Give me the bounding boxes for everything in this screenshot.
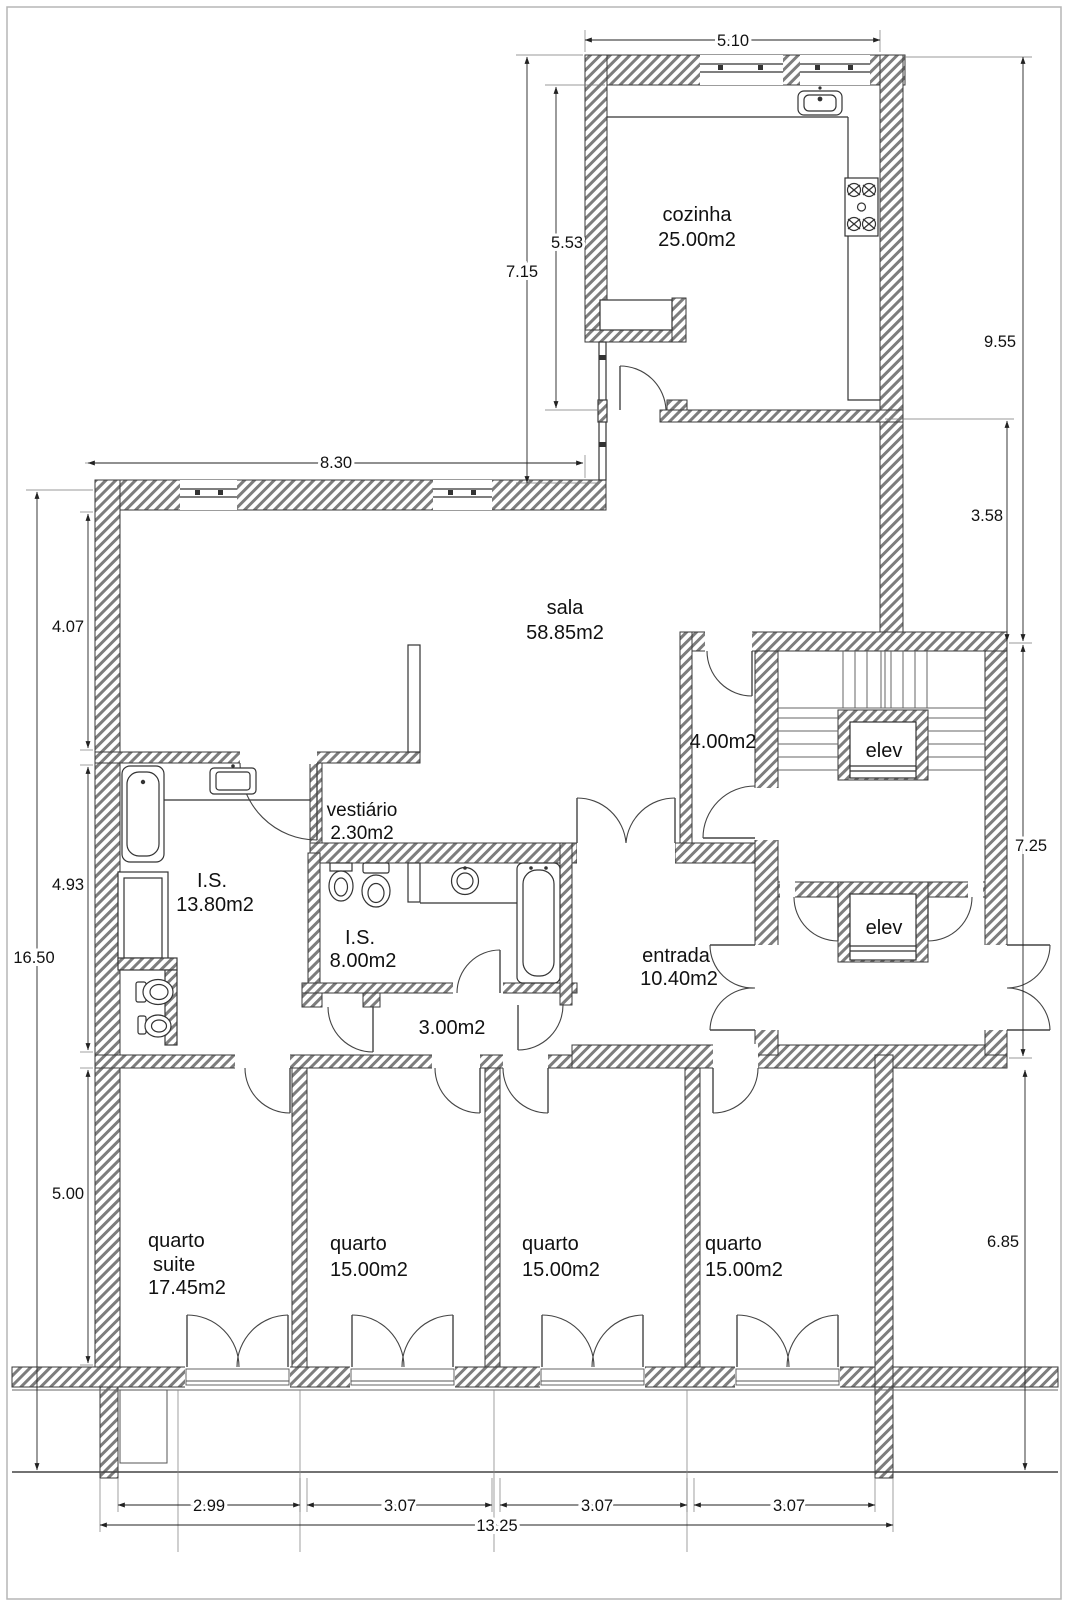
room-area-is-main: 8.00m2 <box>329 950 397 972</box>
window-kitchen-2 <box>800 55 870 85</box>
dim-left-bedrooms: 5.00 <box>51 1185 85 1203</box>
room-label-quarto-2: quarto <box>330 1233 387 1255</box>
room-area-is-suite: 13.80m2 <box>176 894 254 916</box>
dim-bottom-q2: 3.07 <box>383 1497 417 1515</box>
sala-chimney-partition <box>408 645 420 752</box>
wall-vestiario-bottom <box>310 843 577 863</box>
dim-bottom-total: 13.25 <box>476 1517 518 1535</box>
dim-left-total: 16.50 <box>13 949 55 967</box>
wall-right-lower <box>875 1055 893 1387</box>
wall-hall-stub-2 <box>363 993 380 1007</box>
wall-entrada-left <box>560 843 572 1005</box>
room-area-quarto-2: 15.00m2 <box>330 1259 408 1281</box>
dim-top-width: 5.10 <box>716 32 750 50</box>
kitchen-fixtures <box>607 86 880 400</box>
room-area-quarto-suite: 17.45m2 <box>148 1277 226 1299</box>
wall-lobby-bottom <box>572 1045 1007 1068</box>
dim-right-core: 7.25 <box>1014 837 1048 855</box>
toilet-suite <box>136 980 173 1005</box>
wall-kitchen-notch <box>667 400 687 410</box>
room-label-entrada: entrada <box>642 945 710 967</box>
wall-balcony-stub-left <box>100 1387 118 1478</box>
is8-half-wall <box>408 863 420 902</box>
windows <box>180 55 870 510</box>
dim-bottom-q4: 3.07 <box>772 1497 806 1515</box>
room-area-storage: 4.00m2 <box>689 731 757 753</box>
room-label-quarto-3: quarto <box>522 1233 579 1255</box>
wall-kitchen-left <box>585 55 607 330</box>
dim-kitchen-outer: 7.15 <box>505 263 539 281</box>
dim-right-mid: 3.58 <box>970 507 1004 525</box>
wall-hall-stub-1 <box>302 993 322 1007</box>
wall-left <box>95 480 120 1387</box>
room-area-hall: 3.00m2 <box>418 1017 486 1039</box>
wall-is8-bottom <box>302 983 577 993</box>
toilet-main <box>362 863 390 907</box>
room-area-sala: 58.85m2 <box>526 622 604 644</box>
balcony-planter <box>120 1390 167 1463</box>
room-label-elev-bottom: elev <box>865 917 903 939</box>
room-label-is-main: I.S. <box>344 927 376 949</box>
dim-right-bedrooms: 6.85 <box>986 1233 1020 1251</box>
room-label-vestiario: vestiário <box>326 800 398 821</box>
dim-bottom-q3: 3.07 <box>580 1497 614 1515</box>
wall-right-upper <box>880 55 903 651</box>
room-label-quarto-suite-2: suite <box>153 1254 196 1276</box>
partitions <box>408 300 672 902</box>
room-area-quarto-3: 15.00m2 <box>522 1259 600 1281</box>
wall-kitchen-closet-side <box>672 298 686 342</box>
room-area-entrada: 10.40m2 <box>640 968 718 990</box>
room-area-cozinha: 25.00m2 <box>658 229 736 251</box>
kitchen-counter-right <box>848 117 880 400</box>
wall-q2-q3 <box>485 1068 500 1367</box>
bidet-main <box>329 863 353 901</box>
room-label-elev-top: elev <box>865 740 903 762</box>
room-label-quarto-suite: quarto <box>148 1230 205 1252</box>
room-label-cozinha: cozinha <box>662 204 732 226</box>
bidet-suite <box>138 1015 171 1037</box>
window-kitchen-1 <box>700 55 783 85</box>
dim-kitchen-inner: 5.53 <box>550 234 584 252</box>
wall-balcony-stub-right <box>875 1387 893 1478</box>
wall-q1-q2 <box>292 1068 307 1367</box>
wall-kitchen-bottom <box>660 410 903 422</box>
wall-q3-q4 <box>685 1068 700 1367</box>
window-sala-2 <box>433 480 492 510</box>
room-area-quarto-4: 15.00m2 <box>705 1259 783 1281</box>
kitchen-closet-counter <box>600 300 672 330</box>
dim-left-sala: 4.07 <box>51 618 85 636</box>
room-label-quarto-4: quarto <box>705 1233 762 1255</box>
dim-left-middle: 4.93 <box>51 876 85 894</box>
dim-sala-width: 8.30 <box>319 454 353 472</box>
dim-bottom-suite: 2.99 <box>192 1497 226 1515</box>
dim-right-top: 9.55 <box>983 333 1017 351</box>
wall-bottom <box>12 1367 1058 1387</box>
room-label-is-suite: I.S. <box>196 870 228 892</box>
room-area-vestiario: 2.30m2 <box>330 823 394 844</box>
window-sala-1 <box>180 480 237 510</box>
wall-kitchen-closet <box>585 330 686 342</box>
balcony <box>12 1390 1058 1552</box>
wall-is8-left <box>308 853 320 993</box>
wall-sala-top <box>95 480 606 510</box>
room-label-sala: sala <box>546 597 584 619</box>
